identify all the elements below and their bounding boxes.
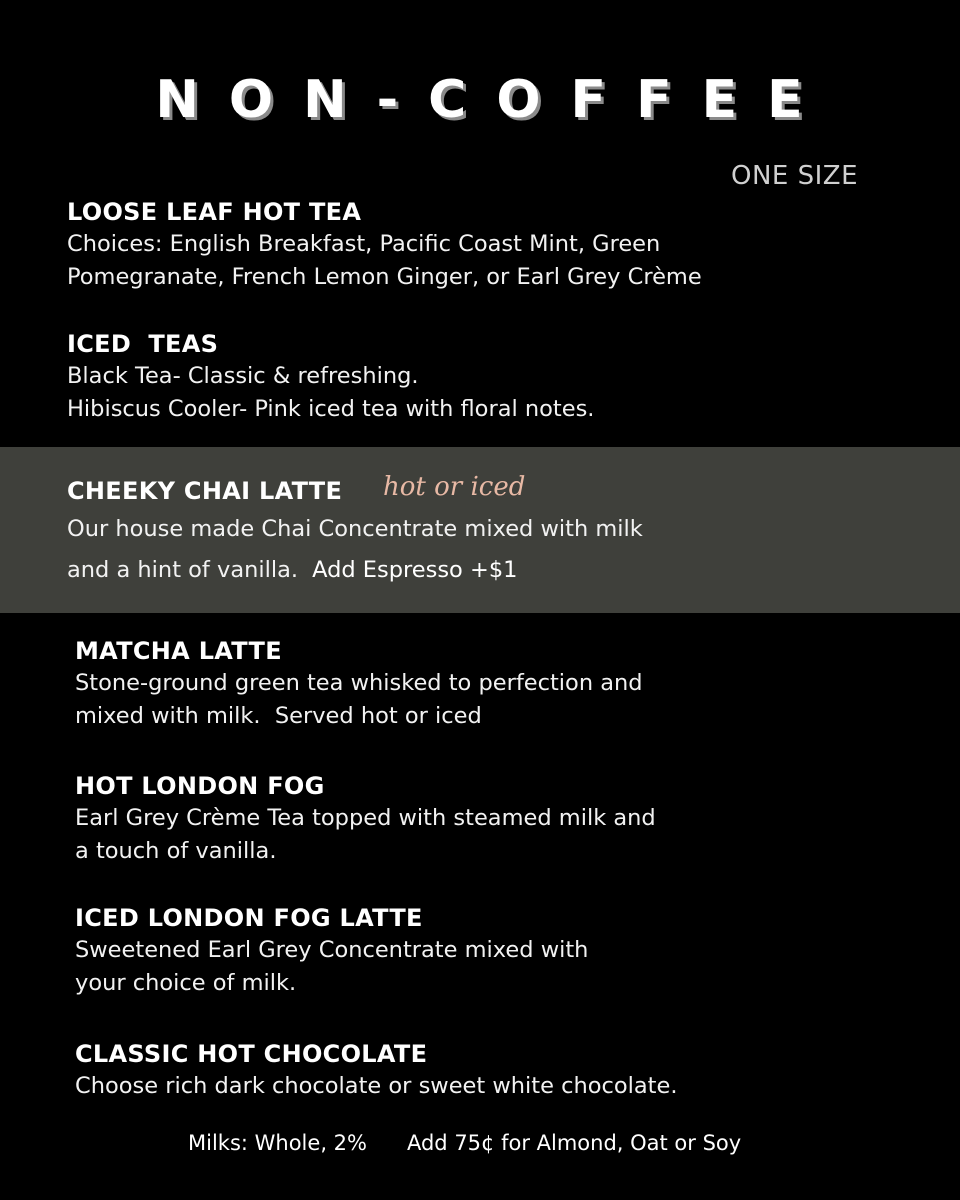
menu-item-loose-leaf-hot-tea [67,196,702,294]
item-description-line: a touch of vanilla. [75,838,277,864]
menu-item-matcha-latte [75,635,643,733]
item-name: MATCHA LATTE [75,637,282,665]
item-description-line: Choices: English Breakfast, Pacific Coast Mint, Green [67,231,661,257]
item-description-line: Sweetened Earl Grey Concentrate mixed with [75,937,589,963]
milk-options [188,1128,741,1158]
item-description-line: Pomegranate, French Lemon Ginger, or Earl Grey Crème [67,264,702,290]
item-description-line: Our house made Chai Concentrate mixed with milk [67,516,643,542]
item-description-line: Black Tea- Classic & refreshing. [67,363,419,389]
item-description-line: Choose rich dark chocolate or sweet white chocolate. [75,1073,678,1099]
item-description-text: and a hint of vanilla. [67,557,299,583]
addon-label: Add Espresso +$1 [312,557,518,583]
item-description-line: your choice of milk. [75,970,297,996]
alt-milk-surcharge: Add 75¢ for Almond, Oat or Soy [406,1131,742,1155]
hot-or-iced-tag: hot or iced [383,472,526,502]
menu-item-hot-london-fog [75,770,656,868]
item-name: ICED LONDON FOG LATTE [75,904,423,932]
item-description-line [67,552,643,589]
size-label: ONE SIZE [731,161,859,191]
item-description-line: Hibiscus Cooler- Pink iced tea with floral notes. [67,396,595,422]
item-name: HOT LONDON FOG [75,772,325,800]
menu-item-iced-london-fog-latte [75,902,588,1000]
menu-item-cheeky-chai-latte [67,475,643,589]
milk-choices: Milks: Whole, 2% [188,1131,367,1155]
menu-item-iced-teas [67,328,594,426]
item-description-line: Stone-ground green tea whisked to perfection and [75,670,643,696]
item-description-line: mixed with milk. Served hot or iced [75,703,482,729]
item-description-line: Earl Grey Crème Tea topped with steamed milk and [75,805,656,831]
item-name: LOOSE LEAF HOT TEA [67,198,362,226]
item-name: CHEEKY CHAI LATTE [67,477,343,505]
item-name: ICED TEAS [67,330,219,358]
menu-item-classic-hot-chocolate [75,1038,677,1103]
item-name: CLASSIC HOT CHOCOLATE [75,1040,428,1068]
page-title: NON-COFFEE [155,70,833,130]
